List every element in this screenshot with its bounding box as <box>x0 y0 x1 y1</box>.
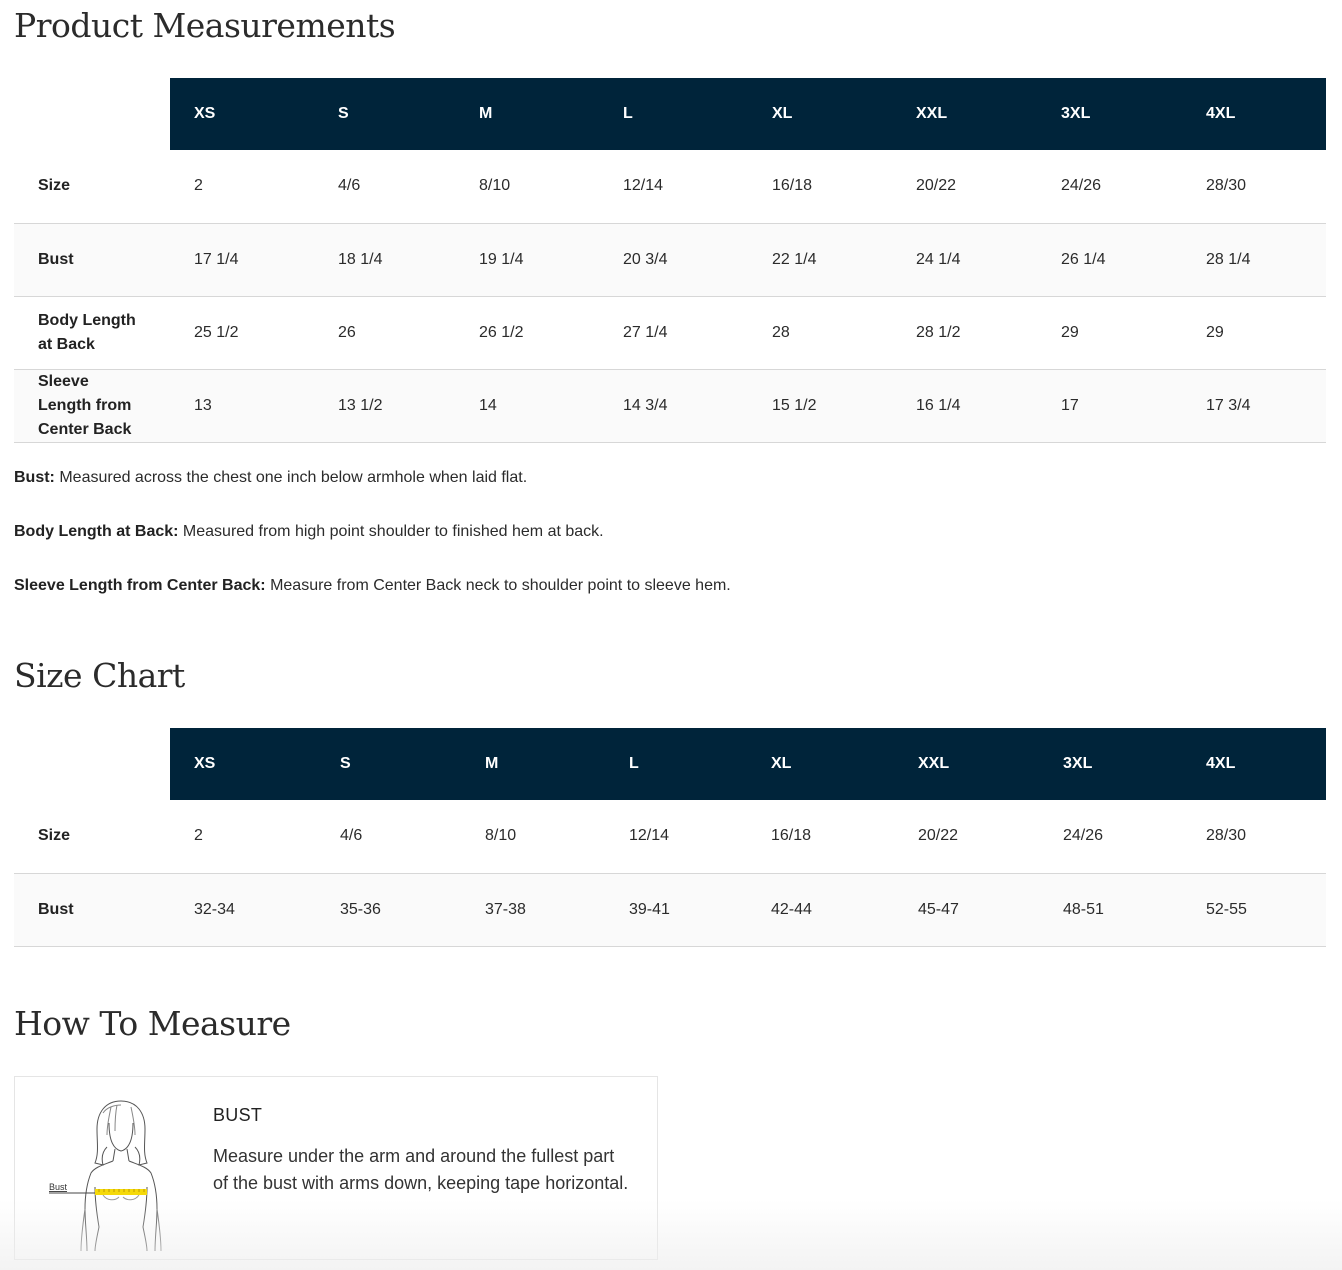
bust-figure-illustration <box>41 1091 191 1251</box>
table-row <box>14 369 1326 442</box>
note-text: Measured from high point shoulder to finished hem at back. <box>178 523 604 540</box>
table-cell: 42-44 <box>747 873 894 946</box>
how-to-measure-title: How To Measure <box>14 1004 291 1043</box>
header-size-s: S <box>316 728 461 800</box>
table-cell: 20/22 <box>894 800 1039 873</box>
table-cell: 28/30 <box>1182 800 1326 873</box>
header-size-xl: XL <box>748 78 892 150</box>
row-label: Size <box>14 800 170 873</box>
table-cell: 35-36 <box>316 873 461 946</box>
table-cell: 20 3/4 <box>599 223 748 296</box>
header-size-xs: XS <box>170 78 314 150</box>
row-label: Size <box>14 150 170 223</box>
table-cell: 17 3/4 <box>1182 369 1326 442</box>
header-size-s: S <box>314 78 455 150</box>
row-label: Body Length at Back <box>14 296 170 369</box>
header-corner <box>14 78 170 150</box>
table-cell: 32-34 <box>170 873 316 946</box>
figure-bust-label: Bust <box>49 1182 68 1192</box>
note-body-length <box>14 522 914 576</box>
table-header-row <box>14 728 1326 800</box>
header-size-xxl: XXL <box>894 728 1039 800</box>
note-text: Measure from Center Back neck to shoulder point to sleeve hem. <box>265 577 731 594</box>
table-cell: 13 1/2 <box>314 369 455 442</box>
table-cell: 16/18 <box>747 800 894 873</box>
size-chart-table <box>14 728 1326 947</box>
table-cell: 25 1/2 <box>170 296 314 369</box>
table-cell: 17 <box>1037 369 1182 442</box>
table-row <box>14 223 1326 296</box>
table-cell: 16 1/4 <box>892 369 1037 442</box>
table-cell: 17 1/4 <box>170 223 314 296</box>
header-size-4xl: 4XL <box>1182 728 1326 800</box>
table-cell: 48-51 <box>1039 873 1182 946</box>
table-cell: 12/14 <box>599 150 748 223</box>
table-cell: 28 <box>748 296 892 369</box>
measurement-notes <box>14 468 914 630</box>
note-bust <box>14 468 914 522</box>
header-corner <box>14 728 170 800</box>
header-size-xs: XS <box>170 728 316 800</box>
row-label: Bust <box>14 223 170 296</box>
table-cell: 2 <box>170 800 316 873</box>
header-size-xxl: XXL <box>892 78 1037 150</box>
size-chart-title: Size Chart <box>14 656 185 695</box>
table-row <box>14 296 1326 369</box>
bust-instructions: Measure under the arm and around the fullest part of the bust with arms down, keeping tape horizontal. <box>213 1146 629 1193</box>
table-row <box>14 150 1326 223</box>
table-cell: 28 1/4 <box>1182 223 1326 296</box>
table-cell: 8/10 <box>455 150 599 223</box>
table-cell: 24/26 <box>1037 150 1182 223</box>
table-header-row <box>14 78 1326 150</box>
table-cell: 16/18 <box>748 150 892 223</box>
note-term: Body Length at Back: <box>14 523 179 540</box>
table-cell: 26 <box>314 296 455 369</box>
header-size-3xl: 3XL <box>1037 78 1182 150</box>
table-cell: 24/26 <box>1039 800 1182 873</box>
note-sleeve-length <box>14 576 914 630</box>
table-cell: 2 <box>170 150 314 223</box>
header-size-m: M <box>461 728 605 800</box>
table-cell: 24 1/4 <box>892 223 1037 296</box>
table-cell: 4/6 <box>316 800 461 873</box>
table-cell: 13 <box>170 369 314 442</box>
table-cell: 27 1/4 <box>599 296 748 369</box>
note-text: Measured across the chest one inch below armhole when laid flat. <box>54 469 528 486</box>
table-cell: 14 <box>455 369 599 442</box>
table-cell: 19 1/4 <box>455 223 599 296</box>
note-term: Sleeve Length from Center Back: <box>14 577 266 594</box>
table-cell: 12/14 <box>605 800 747 873</box>
table-cell: 29 <box>1037 296 1182 369</box>
note-term: Bust: <box>14 469 55 486</box>
header-size-m: M <box>455 78 599 150</box>
table-cell: 22 1/4 <box>748 223 892 296</box>
header-size-4xl: 4XL <box>1182 78 1326 150</box>
header-size-l: L <box>599 78 748 150</box>
table-cell: 29 <box>1182 296 1326 369</box>
table-row <box>14 873 1326 946</box>
table-cell: 14 3/4 <box>599 369 748 442</box>
bust-measure-card <box>14 1076 658 1260</box>
product-measurements-title: Product Measurements <box>14 6 396 45</box>
table-cell: 39-41 <box>605 873 747 946</box>
table-cell: 37-38 <box>461 873 605 946</box>
table-cell: 8/10 <box>461 800 605 873</box>
header-size-xl: XL <box>747 728 894 800</box>
table-cell: 28 1/2 <box>892 296 1037 369</box>
table-cell: 28/30 <box>1182 150 1326 223</box>
table-cell: 52-55 <box>1182 873 1326 946</box>
table-row <box>14 800 1326 873</box>
table-cell: 26 1/2 <box>455 296 599 369</box>
table-cell: 20/22 <box>892 150 1037 223</box>
table-cell: 4/6 <box>314 150 455 223</box>
header-size-l: L <box>605 728 747 800</box>
table-cell: 15 1/2 <box>748 369 892 442</box>
header-size-3xl: 3XL <box>1039 728 1182 800</box>
row-label: Bust <box>14 873 170 946</box>
row-label: Sleeve Length from Center Back <box>14 369 170 442</box>
table-cell: 18 1/4 <box>314 223 455 296</box>
table-cell: 26 1/4 <box>1037 223 1182 296</box>
table-cell: 45-47 <box>894 873 1039 946</box>
product-measurements-table <box>14 78 1326 443</box>
bust-heading: BUST <box>213 1105 263 1125</box>
